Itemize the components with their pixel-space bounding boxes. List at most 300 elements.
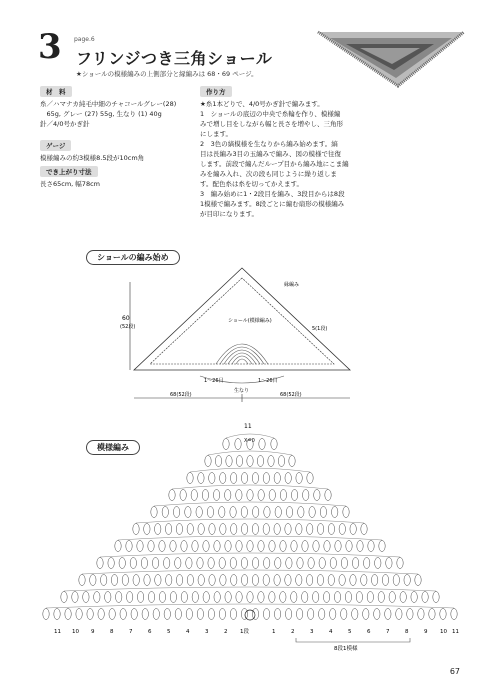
stitch-symbol (269, 490, 275, 501)
stitch-symbol (271, 439, 277, 450)
stitch-pattern-chart (40, 418, 460, 653)
stitch-symbol (207, 507, 213, 518)
stitch-symbol (198, 575, 204, 586)
stitch-symbol (332, 507, 338, 518)
stitch-symbol (247, 541, 253, 552)
stitch-symbol (314, 490, 320, 501)
page-number: 67 (449, 667, 460, 676)
instruction-line: みで増し目をしながら幅と長さを増やし、三角形 (200, 120, 343, 128)
stitch-symbol (320, 507, 326, 518)
stitch-symbol (386, 558, 392, 569)
stitch-symbol (252, 609, 258, 620)
stitch-symbol (141, 558, 147, 569)
stitch-symbol (209, 575, 215, 586)
instruction-line: にします。 (200, 130, 232, 138)
stitch-symbol (258, 490, 264, 501)
stitch-symbol (343, 507, 349, 518)
row-number-left: 6 (148, 629, 152, 635)
stitch-symbol (275, 558, 281, 569)
stitch-symbol (241, 558, 247, 569)
stitch-symbol (225, 592, 231, 603)
stitch-symbol (105, 592, 111, 603)
stitch-symbol (162, 507, 168, 518)
materials-list (40, 99, 176, 129)
row-number-right: 11 (452, 629, 459, 635)
stitch-symbol (159, 541, 165, 552)
stitch-symbol (411, 592, 417, 603)
stitch-symbol (203, 541, 209, 552)
instruction-line: が目印になります。 (200, 210, 258, 218)
stitch-symbol (269, 541, 275, 552)
stitch-symbol (252, 524, 258, 535)
stitch-symbol (202, 490, 208, 501)
row-number-axis (54, 627, 459, 635)
stitch-symbol (83, 592, 89, 603)
stitch-symbol (181, 541, 187, 552)
stitch-rows (43, 434, 457, 620)
stitch-symbol (79, 575, 85, 586)
row-number-right: 7 (386, 629, 390, 635)
stitch-symbol (203, 592, 209, 603)
stitch-symbol (144, 524, 150, 535)
stitch-symbol (433, 592, 439, 603)
gauge-heading: ゲージ (40, 140, 71, 151)
row-number-left: 4 (186, 629, 190, 635)
stitch-symbol (247, 490, 253, 501)
stitch-symbol (274, 524, 280, 535)
stitch-symbol (259, 439, 265, 450)
stitch-symbol (258, 592, 264, 603)
stitch-symbol (115, 541, 121, 552)
stitch-symbol (280, 592, 286, 603)
stitch-symbol (429, 609, 435, 620)
stitch-symbol (350, 524, 356, 535)
shawl-start-diagram (120, 264, 380, 414)
stitch-symbol (72, 592, 78, 603)
stitch-symbol (263, 473, 269, 484)
stitch-symbol (198, 524, 204, 535)
stitch-symbol (181, 592, 187, 603)
top-row-number: 11 (244, 423, 252, 430)
stitch-symbol (152, 558, 158, 569)
stitch-symbol (389, 592, 395, 603)
size-text: 長さ65cm, 幅78cm (40, 180, 100, 188)
stitch-symbol (317, 575, 323, 586)
stitch-symbol (339, 524, 345, 535)
stitch-symbol (213, 490, 219, 501)
stitch-symbol (404, 575, 410, 586)
stitch-symbol (352, 609, 358, 620)
stitch-symbol (306, 575, 312, 586)
stitch-symbol (137, 541, 143, 552)
stitch-symbol (187, 473, 193, 484)
stitch-symbol (379, 541, 385, 552)
stitch-symbol (230, 558, 236, 569)
stitch-symbol (418, 609, 424, 620)
row-number-right: 9 (424, 629, 428, 635)
stitch-symbol (220, 524, 226, 535)
stitch-symbol (319, 558, 325, 569)
stitch-symbol (208, 609, 214, 620)
row-number-right: 5 (348, 629, 352, 635)
width-left-label: 68(52段) (170, 392, 192, 398)
stitch-symbol (289, 456, 295, 467)
stitch-symbol (205, 456, 211, 467)
stitch-symbol (241, 609, 247, 620)
stitch-symbol (302, 592, 308, 603)
stitch-symbol (187, 524, 193, 535)
stitch-symbol (263, 575, 269, 586)
stitch-symbol (170, 541, 176, 552)
shawl-thumbnail-image (316, 28, 466, 88)
stitch-symbol (196, 507, 202, 518)
stitch-symbol (285, 609, 291, 620)
stitch-symbol (241, 507, 247, 518)
stitch-symbol (225, 490, 231, 501)
stitch-symbol (219, 507, 225, 518)
stitch-symbol (368, 541, 374, 552)
stitch-symbol (303, 490, 309, 501)
row-number-right: 6 (367, 629, 371, 635)
row-number-left: 8 (110, 629, 114, 635)
stitch-symbol (236, 592, 242, 603)
stitch-symbol (263, 524, 269, 535)
stitch-symbol (116, 592, 122, 603)
row-number-right: 4 (329, 629, 333, 635)
stitch-symbol (54, 609, 60, 620)
stitch-symbol (137, 592, 143, 603)
stitch-symbol (148, 541, 154, 552)
stitch-symbol (159, 592, 165, 603)
stitch-symbol (198, 473, 204, 484)
row-number-left: 11 (54, 629, 61, 635)
stitch-symbol (98, 609, 104, 620)
chain-arc (208, 451, 292, 455)
stitch-symbol (87, 609, 93, 620)
stitch-symbol (220, 473, 226, 484)
stitch-symbol (176, 575, 182, 586)
stitch-symbol (278, 456, 284, 467)
chain-arc (172, 485, 328, 489)
row-number-left: 5 (167, 629, 171, 635)
stitch-symbol (297, 558, 303, 569)
stitch-symbol (241, 524, 247, 535)
instruction-line: ★糸1本どりで、4/0号かぎ針で編みます。 (200, 100, 324, 108)
stitch-symbol (192, 541, 198, 552)
stitch-symbol (241, 473, 247, 484)
stitch-symbol (191, 490, 197, 501)
stitch-symbol (393, 575, 399, 586)
stitch-symbol (400, 592, 406, 603)
stitch-symbol (286, 507, 292, 518)
edge-label: 縁編み (284, 282, 300, 288)
stitch-symbol (236, 541, 242, 552)
stitch-symbol (440, 609, 446, 620)
stitch-symbol (385, 609, 391, 620)
stitch-symbol (274, 575, 280, 586)
stitch-symbol (230, 507, 236, 518)
instructions-text (200, 99, 470, 219)
chain-arc (46, 604, 454, 608)
instruction-line: 2 3色の縞模様を生なりから編み始めます。縞 (200, 140, 338, 148)
increase-right-label: 1〜26目 (258, 378, 278, 384)
stitch-symbol (422, 592, 428, 603)
stitch-symbol (296, 575, 302, 586)
stitch-symbol (223, 439, 229, 450)
center-label: ショール(模様編み) (228, 318, 272, 324)
materials-line: 針／4/0号かぎ針 (40, 120, 90, 128)
stitch-symbol (312, 592, 318, 603)
stitch-symbol (219, 609, 225, 620)
stitch-symbol (275, 507, 281, 518)
row-number-right: 8 (405, 629, 409, 635)
stitch-symbol (324, 541, 330, 552)
stitch-symbol (263, 609, 269, 620)
stitch-symbol (341, 609, 347, 620)
row-number-right: 3 (310, 629, 314, 635)
stitch-symbol (163, 558, 169, 569)
photo-page-reference: page.6 (74, 36, 95, 43)
stitch-symbol (133, 575, 139, 586)
stitch-symbol (298, 507, 304, 518)
stitch-symbol (151, 507, 157, 518)
stitch-symbol (215, 456, 221, 467)
materials-line: 糸／ハマナカ純毛中細のチャコールグレー(28) (40, 100, 177, 108)
stitch-symbol (339, 575, 345, 586)
stitch-symbol (226, 456, 232, 467)
stitch-symbol (356, 592, 362, 603)
stitch-symbol (361, 575, 367, 586)
stitch-symbol (328, 575, 334, 586)
stitch-symbol (371, 575, 377, 586)
stitch-symbol (247, 456, 253, 467)
stitch-symbol (208, 558, 214, 569)
stitch-symbol (100, 575, 106, 586)
instruction-line: します。前段で編んだループ目から編み地にこま編 (200, 160, 349, 168)
stitch-symbol (285, 473, 291, 484)
width-right-label: 68(52段) (280, 392, 302, 398)
stitch-symbol (330, 609, 336, 620)
stitch-symbol (214, 592, 220, 603)
stitch-symbol (274, 473, 280, 484)
stitch-symbol (230, 609, 236, 620)
stitch-symbol (231, 575, 237, 586)
page-subtitle: ★ショールの模様編みの上側部分と縁編みは 68・69 ページ。 (76, 70, 258, 78)
stitch-symbol (296, 473, 302, 484)
size-heading: でき上がり寸法 (40, 166, 98, 177)
stitch-symbol (308, 558, 314, 569)
chain-arc (82, 570, 418, 574)
repeat-label: 8段1模様 (334, 646, 358, 652)
increase-left-label: 1〜26目 (204, 378, 224, 384)
stitch-symbol (197, 609, 203, 620)
stitch-symbol (236, 490, 242, 501)
stitch-symbol (122, 575, 128, 586)
row-number-right: 2 (291, 629, 295, 635)
stitch-symbol (155, 575, 161, 586)
stitch-symbol (180, 490, 186, 501)
stitch-symbol (334, 592, 340, 603)
stitch-symbol (241, 575, 247, 586)
stitch-symbol (330, 558, 336, 569)
stitch-symbol (130, 558, 136, 569)
stitch-symbol (335, 541, 341, 552)
stitch-symbol (285, 524, 291, 535)
instruction-line: 1模様で編みます。8段ごとに編む扇形の模様編み (200, 200, 345, 208)
stitch-symbol (285, 575, 291, 586)
stitch-symbol (313, 541, 319, 552)
x-mark-label: X=0 (244, 438, 255, 444)
stitch-symbol (164, 609, 170, 620)
stitch-symbol (169, 490, 175, 501)
stitch-symbol (65, 609, 71, 620)
stitch-symbol (142, 609, 148, 620)
stitch-symbol (230, 473, 236, 484)
stitch-symbol (175, 609, 181, 620)
instruction-line: す。配色糸は糸を切ってかえます。 (200, 180, 303, 188)
stitch-symbol (214, 541, 220, 552)
stitch-symbol (126, 592, 132, 603)
stitch-symbol (307, 473, 313, 484)
stitch-symbol (280, 490, 286, 501)
row-number-left: 1段 (240, 629, 249, 635)
materials-heading: 材 料 (40, 86, 72, 97)
stitch-symbol (165, 524, 171, 535)
stitch-symbol (302, 541, 308, 552)
stitch-symbol (269, 592, 275, 603)
stitch-symbol (186, 609, 192, 620)
stitch-symbol (361, 524, 367, 535)
stitch-symbol (252, 558, 258, 569)
row-number-left: 9 (91, 629, 95, 635)
start-color-label: 生なり (234, 388, 250, 394)
stitch-symbol (43, 609, 49, 620)
stitch-symbol (76, 609, 82, 620)
height-rows-label: (52段) (120, 324, 136, 330)
stitch-symbol (397, 558, 403, 569)
stitch-symbol (345, 592, 351, 603)
stitch-symbol (382, 575, 388, 586)
stitch-symbol (280, 541, 286, 552)
stitch-symbol (236, 456, 242, 467)
stitch-symbol (268, 456, 274, 467)
stitch-symbol (323, 592, 329, 603)
chain-arc (154, 502, 346, 506)
stitch-symbol (296, 524, 302, 535)
diagram1-label: ショールの編み始め (86, 250, 180, 265)
stitch-symbol (350, 575, 356, 586)
stitch-symbol (286, 558, 292, 569)
stitch-symbol (341, 558, 347, 569)
instructions-heading: 作り方 (200, 86, 232, 97)
stitch-symbol (363, 609, 369, 620)
stitch-symbol (209, 524, 215, 535)
stitch-symbol (378, 592, 384, 603)
stitch-symbol (170, 592, 176, 603)
stitch-symbol (173, 507, 179, 518)
materials-line: 65g, グレー (27) 55g, 生なり (1) 40g (40, 110, 162, 118)
stitch-symbol (225, 541, 231, 552)
instruction-line: 目は長編み3目の玉編みで編み、図の模様で往復 (200, 150, 342, 158)
stitch-symbol (317, 524, 323, 535)
stitch-symbol (252, 507, 258, 518)
stitch-symbol (192, 592, 198, 603)
row-number-right: 1 (272, 629, 276, 635)
stitch-symbol (61, 592, 67, 603)
stitch-symbol (407, 609, 413, 620)
stitch-symbol (309, 507, 315, 518)
stitch-symbol (375, 558, 381, 569)
stitch-symbol (148, 592, 154, 603)
chain-arc (136, 519, 364, 523)
chain-arc (64, 587, 436, 591)
row-number-right: 10 (440, 629, 447, 635)
chain-arc (100, 553, 400, 557)
stitch-symbol (120, 609, 126, 620)
stitch-symbol (119, 558, 125, 569)
stitch-symbol (274, 609, 280, 620)
stitch-symbol (231, 524, 237, 535)
stitch-symbol (176, 524, 182, 535)
instruction-line: みを編み入れ、次の段も同じように繰り返しま (200, 170, 337, 178)
stitch-symbol (367, 592, 373, 603)
stitch-symbol (291, 541, 297, 552)
stitch-symbol (374, 609, 380, 620)
stitch-symbol (235, 439, 241, 450)
chain-arc (118, 536, 382, 540)
stitch-symbol (352, 558, 358, 569)
stitch-symbol (133, 524, 139, 535)
project-number: 3 (38, 27, 62, 67)
stitch-symbol (296, 609, 302, 620)
instruction-line: 3 編み始めに1・2段目を編み、3段目からは8段 (200, 190, 345, 198)
stitch-symbol (126, 541, 132, 552)
gauge-text: 模様編みの約3模様8.5段が10cm角 (40, 154, 145, 162)
stitch-symbol (97, 558, 103, 569)
row-number-left: 10 (72, 629, 79, 635)
stitch-symbol (415, 575, 421, 586)
stitch-symbol (220, 575, 226, 586)
stitch-symbol (252, 473, 258, 484)
stitch-symbol (94, 592, 100, 603)
stitch-symbol (197, 558, 203, 569)
rows-label: 5(1段) (312, 326, 328, 332)
instruction-line: 1 ショールの底辺の中央で糸輪を作り、模様編 (200, 110, 341, 118)
row-number-left: 3 (205, 629, 209, 635)
stitch-symbol (258, 541, 264, 552)
stitch-symbol (166, 575, 172, 586)
stitch-symbol (111, 575, 117, 586)
stitch-symbol (291, 490, 297, 501)
stitch-symbol (252, 575, 258, 586)
height-label: 60 (122, 315, 130, 322)
stitch-symbol (131, 609, 137, 620)
stitch-symbol (264, 507, 270, 518)
row-number-left: 2 (224, 629, 228, 635)
stitch-symbol (307, 524, 313, 535)
stitch-symbol (108, 558, 114, 569)
stitch-symbol (185, 507, 191, 518)
row-number-left: 7 (129, 629, 133, 635)
diagram2-label: 模様編み (86, 440, 140, 455)
stitch-symbol (153, 609, 159, 620)
stitch-symbol (247, 592, 253, 603)
stitch-symbol (186, 558, 192, 569)
stitch-symbol (187, 575, 193, 586)
stitch-symbol (451, 609, 457, 620)
stitch-symbol (396, 609, 402, 620)
stitch-symbol (307, 609, 313, 620)
